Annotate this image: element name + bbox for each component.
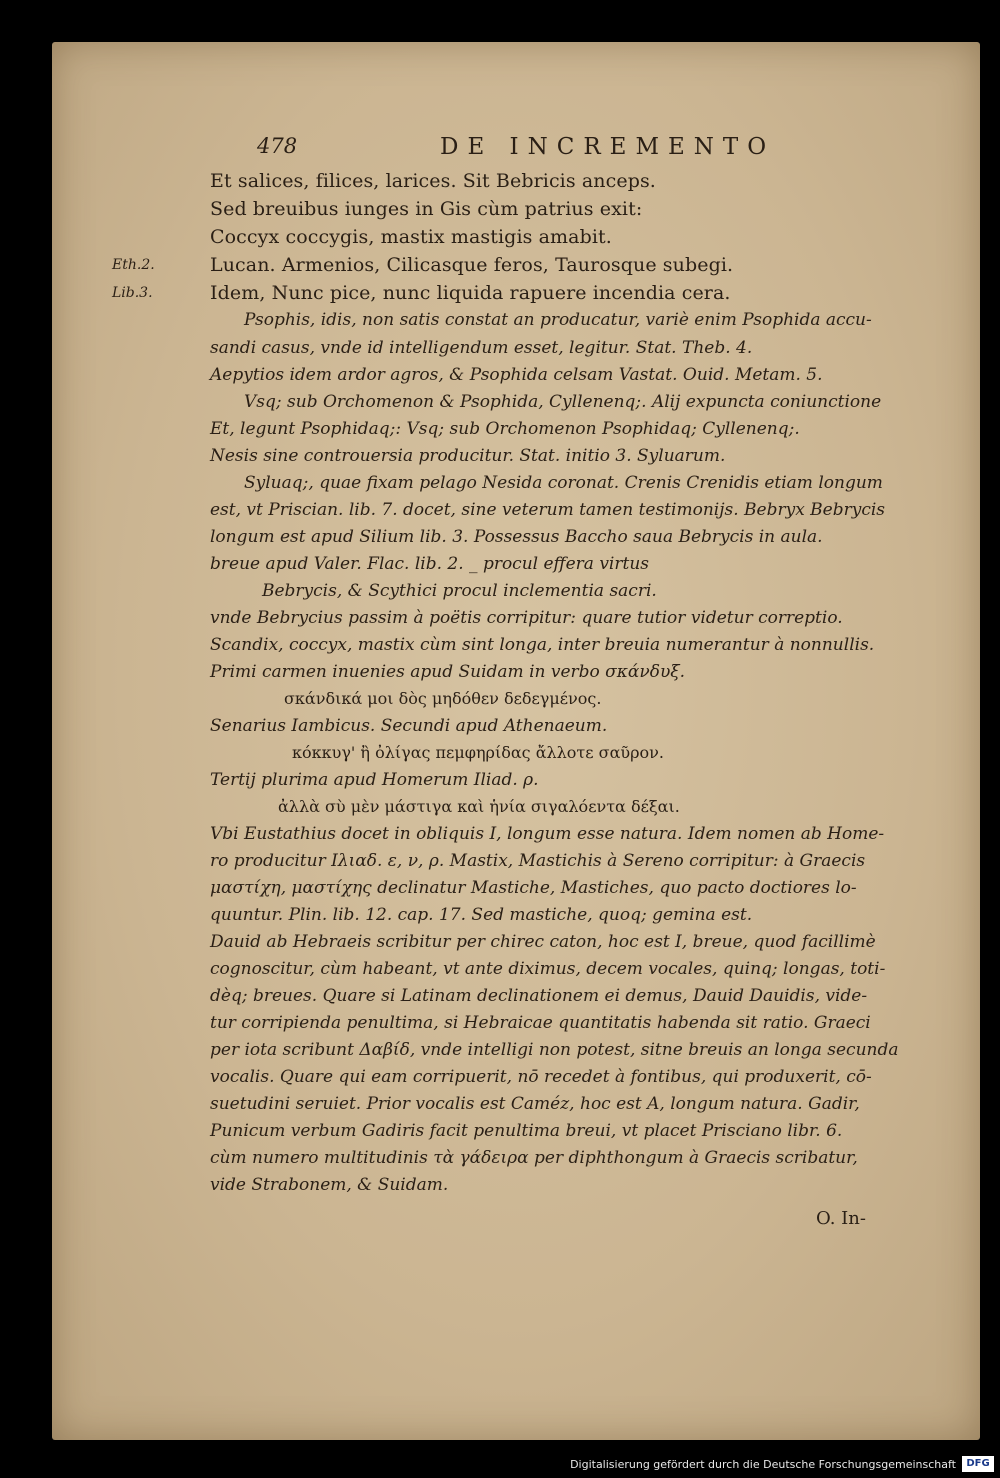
text-line: Sed breuibus iunges in Gis cùm patrius exit: (210, 198, 643, 220)
text-line: Tertij plurima apud Homerum Iliad. ρ. (210, 770, 539, 790)
text-line: breue apud Valer. Flac. lib. 2. _ procul effera virtus (210, 554, 649, 574)
text-line: Et, legunt Psophidaq;: Vsq; sub Orchomenon Psophidaq; Cyllenenq;. (210, 419, 800, 439)
catchword: O. In- (816, 1208, 866, 1229)
text-line: ἀλλὰ σὺ μὲν μάστιγα καὶ ἡνία σιγαλόεντα δέξαι. (278, 797, 680, 816)
margin-note: Eth.2. (112, 257, 155, 273)
text-line: Scandix, coccyx, mastix cùm sint longa, inter breuia numerantur à nonnullis. (210, 635, 875, 655)
text-line: Lucan. Armenios, Cilicasque feros, Taurosque subegi. (210, 254, 734, 276)
page-number: 478 (257, 134, 298, 158)
text-line: sandi casus, vnde id intelligendum esset, legitur. Stat. Theb. 4. (210, 338, 753, 358)
text-line: Psophis, idis, non satis constat an producatur, variè enim Psophida accu- (244, 310, 872, 330)
running-head: DE INCREMENTO (440, 134, 776, 160)
text-line: vide Strabonem, & Suidam. (210, 1175, 449, 1195)
text-line: cognoscitur, cùm habeant, vt ante diximus, decem vocales, quinq; longas, toti- (210, 959, 886, 979)
text-line: σκάνδικά μοι δὸς μηδόθεν δεδεγμένος. (284, 689, 602, 708)
text-line: Primi carmen inuenies apud Suidam in verbo σκάνδυξ. (210, 662, 686, 682)
text-line: Coccyx coccygis, mastix mastigis amabit. (210, 226, 612, 248)
text-line: est, vt Priscian. lib. 7. docet, sine veterum tamen testimonijs. Bebryx Bebrycis (210, 500, 886, 520)
text-line: Et salices, filices, larices. Sit Bebricis anceps. (210, 170, 656, 192)
text-line: Vbi Eustathius docet in obliquis I, longum esse natura. Idem nomen ab Home- (210, 824, 885, 844)
text-line: Punicum verbum Gadiris facit penultima breui, vt placet Prisciano libr. 6. (210, 1121, 843, 1141)
text-line: tur corripienda penultima, si Hebraicae quantitatis habenda sit ratio. Graeci (210, 1013, 871, 1033)
text-line: vnde Bebrycius passim à poëtis corripitur: quare tutior videtur correptio. (210, 608, 843, 628)
text-line: κόκκυγ' ἢ ὀλίγας πεμφηρίδας ἄλλοτε σαῦρον. (292, 743, 664, 762)
text-line: Bebrycis, & Scythici procul inclementia sacri. (262, 581, 657, 601)
text-line: μαστίχη, μαστίχης declinatur Mastiche, Mastiches, quo pacto doctiores lo- (210, 878, 857, 898)
text-line: Senarius Iambicus. Secundi apud Athenaeum. (210, 716, 608, 736)
margin-note: Lib.3. (112, 285, 153, 301)
text-line: Aepytios idem ardor agros, & Psophida celsam Vastat. Ouid. Metam. 5. (210, 365, 823, 385)
text-line: Vsq; sub Orchomenon & Psophida, Cyllenenq;. Alij expuncta coniunctione (244, 392, 882, 412)
text-line: suetudini seruiet. Prior vocalis est Caméz, hoc est A, longum natura. Gadir, (210, 1094, 860, 1114)
text-line: Syluaq;, quae fixam pelago Nesida coronat. Crenis Crenidis etiam longum (244, 473, 883, 493)
funding-credit: Digitalisierung gefördert durch die Deutsche Forschungsgemeinschaft (570, 1458, 956, 1471)
text-line: longum est apud Silium lib. 3. Possessus Baccho saua Bebrycis in aula. (210, 527, 823, 547)
text-line: per iota scribunt Δαβίδ, vnde intelligi non potest, sitne breuis an longa secunda (210, 1040, 899, 1060)
text-line: quuntur. Plin. lib. 12. cap. 17. Sed mastiche, quoq; gemina est. (210, 905, 753, 925)
text-line: dèq; breues. Quare si Latinam declinationem ei demus, Dauid Dauidis, vide- (210, 986, 868, 1006)
text-line: cùm numero multitudinis τὰ γάδειρα per diphthongum à Graecis scribatur, (210, 1148, 858, 1168)
text-line: Dauid ab Hebraeis scribitur per chirec caton, hoc est I, breue, quod facillimè (210, 932, 876, 952)
book-page (52, 42, 980, 1440)
text-line: vocalis. Quare qui eam corripuerit, nō recedet à fontibus, qui produxerit, cō- (210, 1067, 872, 1087)
text-line: Idem, Nunc pice, nunc liquida rapuere incendia cera. (210, 282, 731, 304)
dfg-logo: DFG (962, 1456, 994, 1472)
text-line: Nesis sine controuersia producitur. Stat. initio 3. Syluarum. (210, 446, 726, 466)
text-line: ro producitur Ιλιαδ. ε, ν, ρ. Mastix, Mastichis à Sereno corripitur: à Graecis (210, 851, 866, 871)
